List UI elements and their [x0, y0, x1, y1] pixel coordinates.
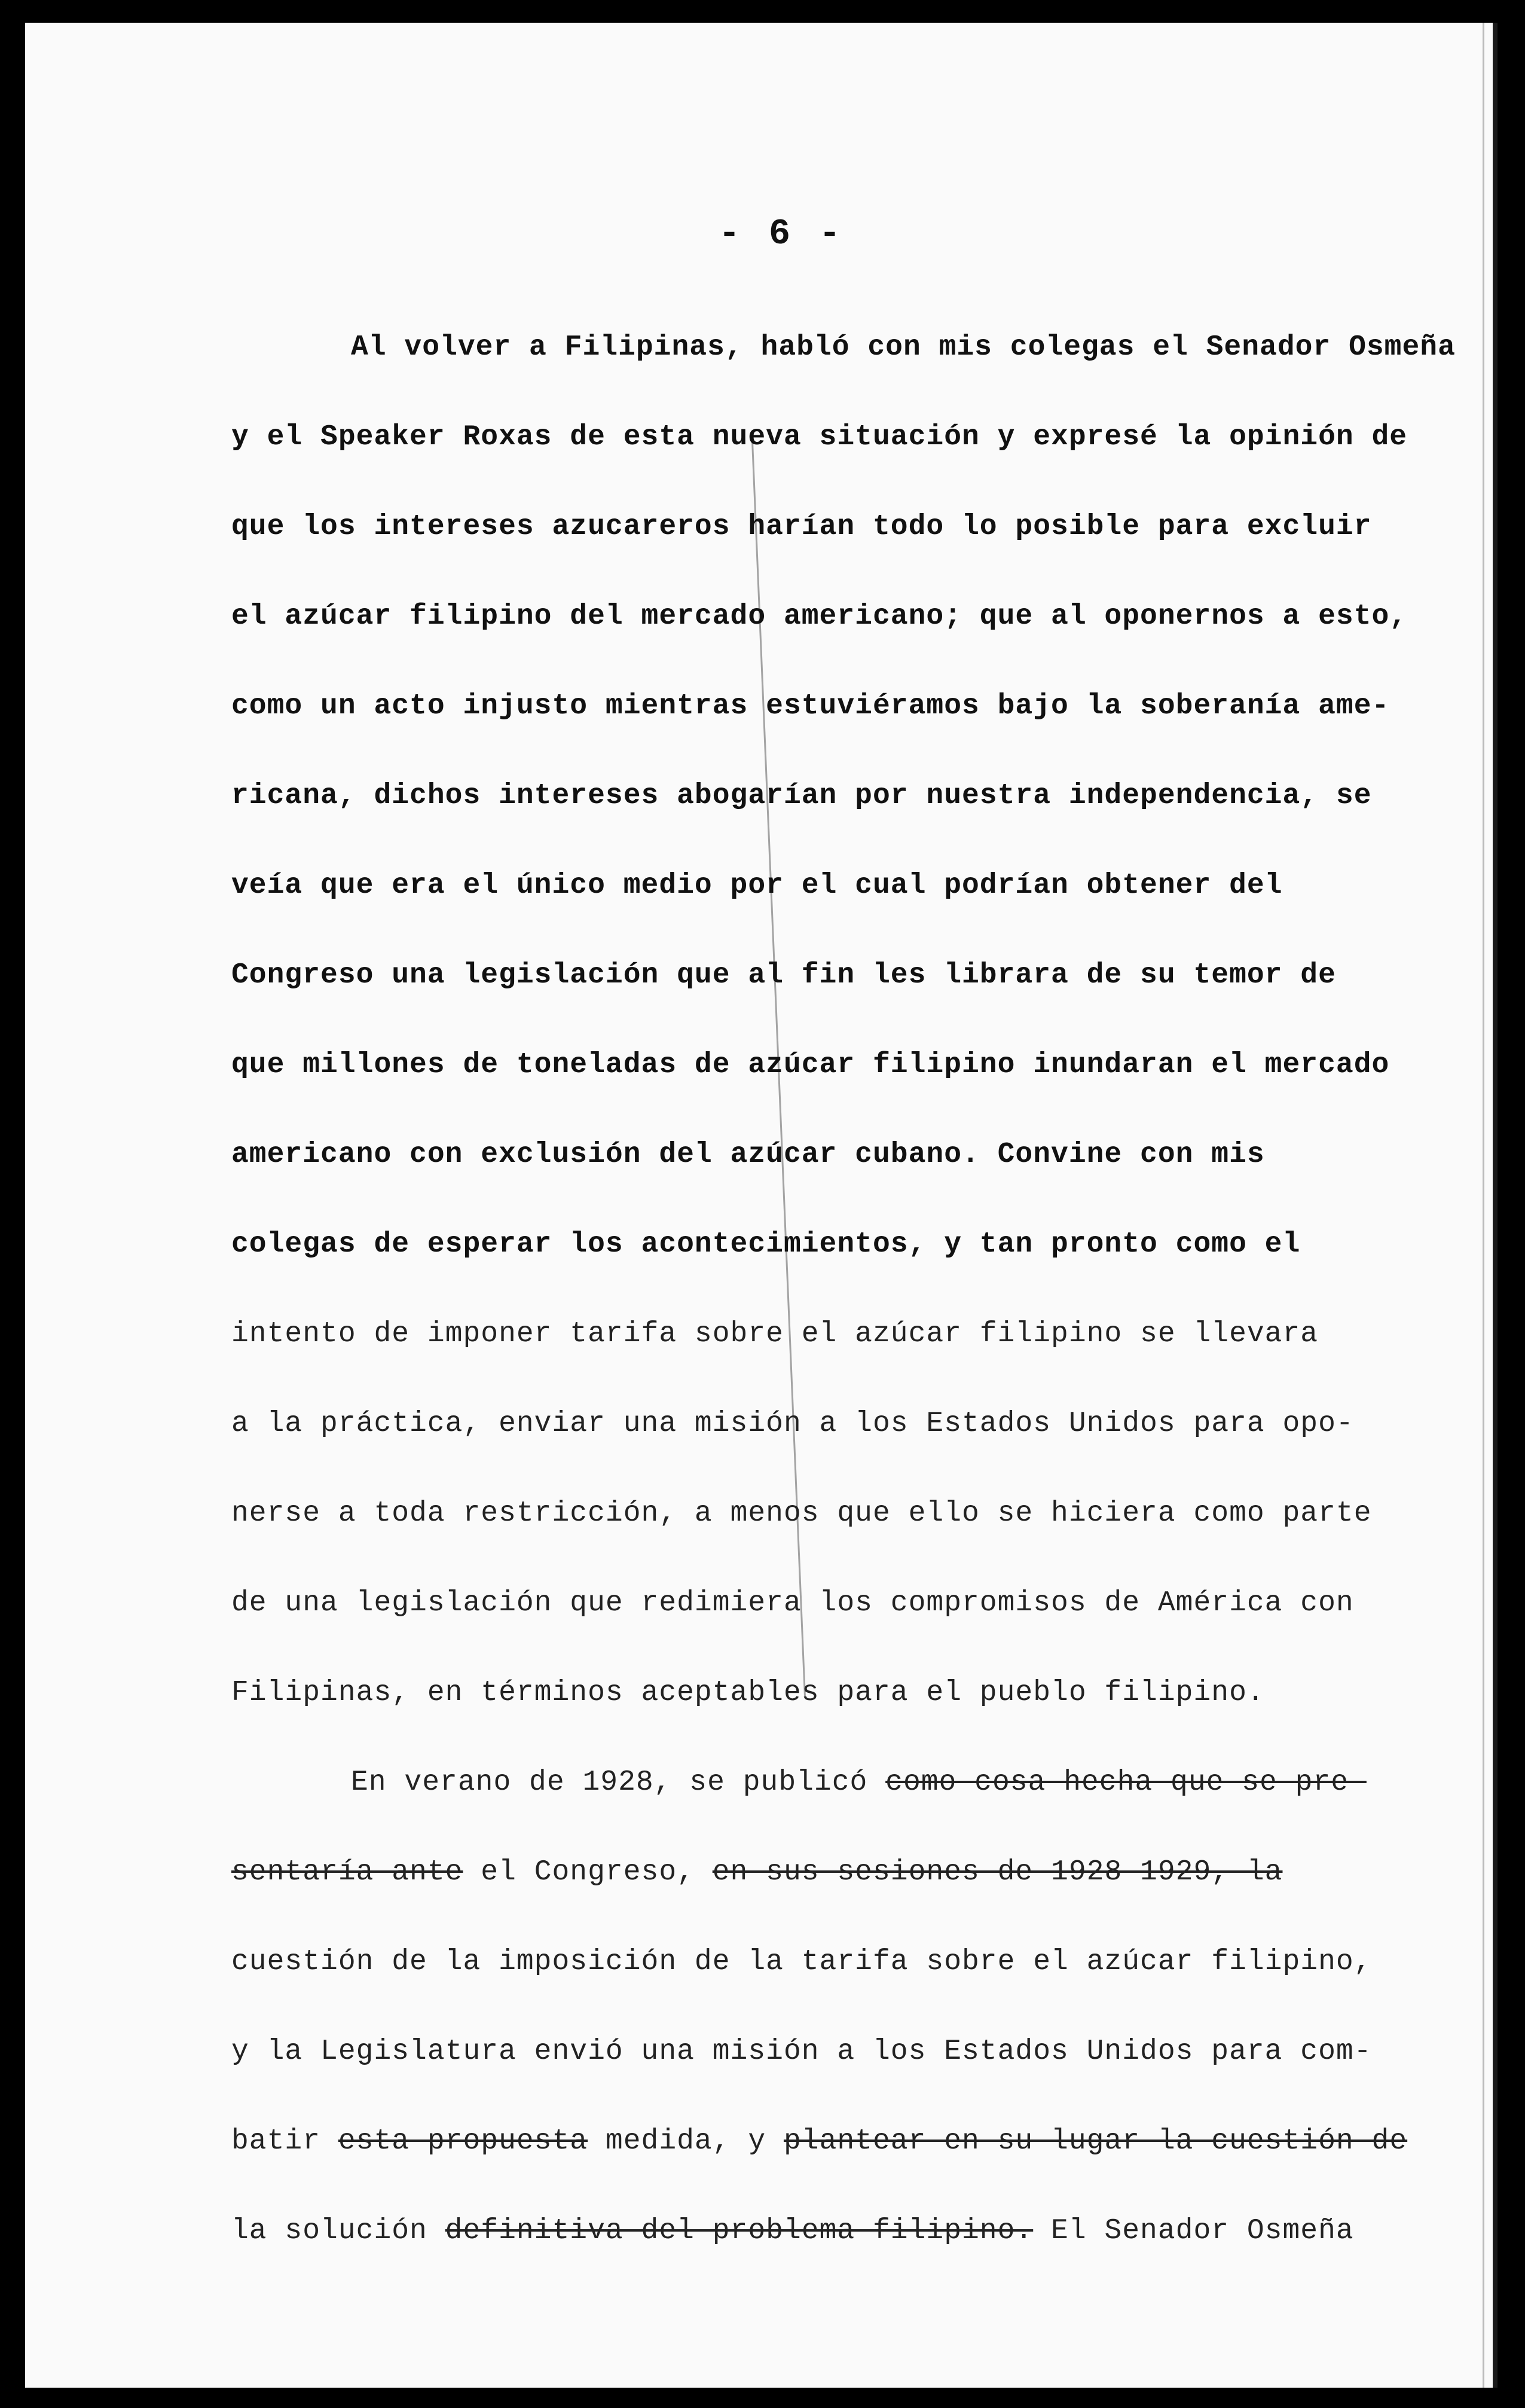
struck-segment: sentaría ante — [231, 1856, 463, 1888]
text-line: y el Speaker Roxas de esta nueva situación y expresé la opinión de — [231, 421, 1408, 453]
line-segment: el Congreso, — [463, 1856, 713, 1888]
text-line — [231, 1738, 1433, 1827]
text-line: veía que era el único medio por el cual podrían obtener del — [231, 869, 1283, 902]
page-number: - 6 - — [719, 214, 845, 255]
struck-segment: definitiva del problema filipino. — [445, 2215, 1034, 2247]
text-line: americano con exclusión del azúcar cubano. Convine con mis — [231, 1139, 1265, 1171]
text-line: el azúcar filipino del mercado americano; que al oponernos a esto, — [231, 600, 1408, 633]
text-line: Al volver a Filipinas, habló con mis colegas el Senador Osmeña — [351, 331, 1456, 364]
text-line: como un acto injusto mientras estuviéramos bajo la soberanía ame- — [231, 690, 1390, 722]
text-line: que los intereses azucareros harían todo lo posible para excluir — [231, 511, 1372, 543]
text-line: Filipinas, en términos aceptables para el pueblo filipino. — [231, 1677, 1265, 1709]
text-line — [231, 1827, 1433, 1917]
text-line: que millones de toneladas de azúcar filipino inundaran el mercado — [231, 1049, 1390, 1081]
text-line: intento de imponer tarifa sobre el azúcar filipino se llevara — [231, 1318, 1319, 1350]
struck-segment: plantear en su lugar la cuestión de — [783, 2125, 1408, 2157]
line-segment: El Senador Osmeña — [1033, 2215, 1354, 2247]
text-line — [231, 2096, 1433, 2186]
text-line: de una legislación que redimiera los compromisos de América con — [231, 1587, 1354, 1619]
text-line: Congreso una legislación que al fin les librara de su temor de — [231, 959, 1336, 991]
text-line: a la práctica, enviar una misión a los Estados Unidos para opo- — [231, 1408, 1354, 1440]
line-segment: medida, y — [588, 2125, 784, 2157]
text-line — [231, 2186, 1433, 2276]
text-line — [231, 1917, 1433, 2007]
text-line — [231, 2007, 1433, 2096]
text-line: colegas de esperar los acontecimientos, y tan pronto como el — [231, 1228, 1301, 1261]
text-line: ricana, dichos intereses abogarían por nuestra independencia, se — [231, 780, 1372, 812]
struck-segment: esta propuesta — [338, 2125, 588, 2157]
struck-segment: en sus sesiones de 1928-1929, la — [712, 1856, 1283, 1888]
line-segment: y la Legislatura envió una misión a los Estados Unidos para com- — [231, 2035, 1372, 2068]
text-line: nerse a toda restricción, a menos que ello se hiciera como parte — [231, 1497, 1372, 1530]
body-text — [231, 303, 1456, 2276]
line-segment: batir — [231, 2125, 338, 2157]
struck-segment: como cosa hecha que se pre- — [885, 1766, 1367, 1799]
document-page — [25, 23, 1498, 2388]
line-segment: En verano de 1928, se publicó — [351, 1766, 886, 1799]
line-segment: la solución — [231, 2215, 445, 2247]
line-segment: cuestión de la imposición de la tarifa sobre el azúcar filipino, — [231, 1946, 1372, 1978]
